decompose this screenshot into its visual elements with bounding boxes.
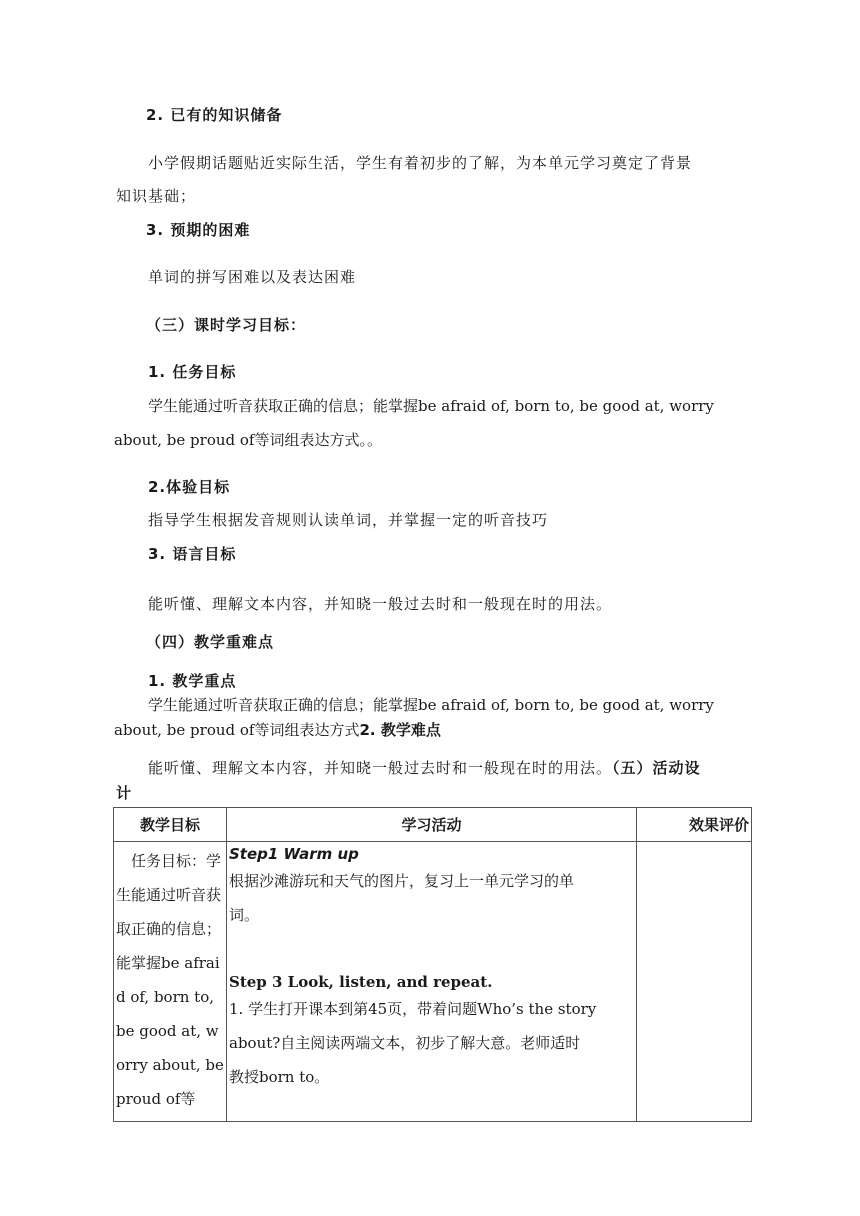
step1-title: Step1 Warm up xyxy=(229,845,359,863)
header-teaching-goal: 教学目标 xyxy=(114,808,227,842)
header-learning-activity: 学习活动 xyxy=(227,808,637,842)
task-goal-line1: 学生能通过听音获取正确的信息；能掌握be afraid of, born to, be good at, worry xyxy=(148,397,714,415)
prior-knowledge-line2: 知识基础； xyxy=(116,187,197,205)
activity-content xyxy=(227,842,636,1094)
key-point1-line2 xyxy=(114,719,441,740)
experience-goal-text: 指导学生根据发音规则认读单词，并掌握一定的听音技巧 xyxy=(148,511,549,529)
language-goal-heading: 3. 语言目标 xyxy=(148,545,237,563)
activity-heading-wrap: 计 xyxy=(116,784,133,802)
step3-line1: 1. 学生打开课本到第45页，带着问题Who’s the story xyxy=(229,1000,597,1018)
header-effect-evaluation: 效果评价 xyxy=(637,808,752,842)
key-point2-inline-heading: 2. 教学难点 xyxy=(359,721,441,739)
key-point1-line1: 学生能通过听音获取正确的信息；能掌握be afraid of, born to, be good at, worry xyxy=(148,696,714,714)
step3-title: Step 3 Look, listen, and repeat. xyxy=(229,973,493,991)
key-points-heading: （四）教学重难点 xyxy=(146,633,275,651)
table-header-row xyxy=(114,808,752,842)
teaching-goal-cell xyxy=(114,842,227,1122)
difficulty-text-line xyxy=(148,757,701,778)
experience-goal-heading: 2.体验目标 xyxy=(148,478,231,496)
difficulty-text: 能听懂、理解文本内容，并知晓一般过去时和一般现在时的用法。 xyxy=(148,759,613,777)
activity-table xyxy=(113,807,752,1122)
step1-line2: 词。 xyxy=(229,906,260,924)
table-row xyxy=(114,842,752,1122)
key-point1-heading: 1. 教学重点 xyxy=(148,672,237,690)
step1-line1: 根据沙滩游玩和天气的图片，复习上一单元学习的单 xyxy=(229,872,575,890)
learning-activity-cell xyxy=(227,842,637,1122)
effect-evaluation-cell xyxy=(637,842,752,1122)
key-point1-line2-text: about, be proud of等词组表达方式 xyxy=(114,721,360,739)
teaching-goal-text: 任务目标：学生能通过听音获取正确的信息；能掌握be afraid of, born to, be good at, worry about, be proud of等 xyxy=(116,852,224,1108)
prior-knowledge-line1: 小学假期话题贴近实际生活，学生有着初步的了解，为本单元学习奠定了背景 xyxy=(148,154,693,172)
task-goal-heading: 1. 任务目标 xyxy=(148,363,237,381)
step3-line2: about?自主阅读两端文本，初步了解大意。老师适时 xyxy=(229,1034,581,1052)
difficulties-text: 单词的拼写困难以及表达困难 xyxy=(148,268,357,286)
objectives-heading: （三）课时学习目标： xyxy=(146,316,307,334)
step3-line3: 教授born to。 xyxy=(229,1068,330,1086)
language-goal-text: 能听懂、理解文本内容，并知晓一般过去时和一般现在时的用法。 xyxy=(148,595,613,613)
prior-knowledge-heading: 2. 已有的知识储备 xyxy=(146,106,283,124)
task-goal-line2: about, be proud of等词组表达方式。。 xyxy=(114,431,382,449)
difficulties-heading: 3. 预期的困难 xyxy=(146,221,251,239)
activity-inline-heading: （五）活动设 xyxy=(612,759,701,777)
